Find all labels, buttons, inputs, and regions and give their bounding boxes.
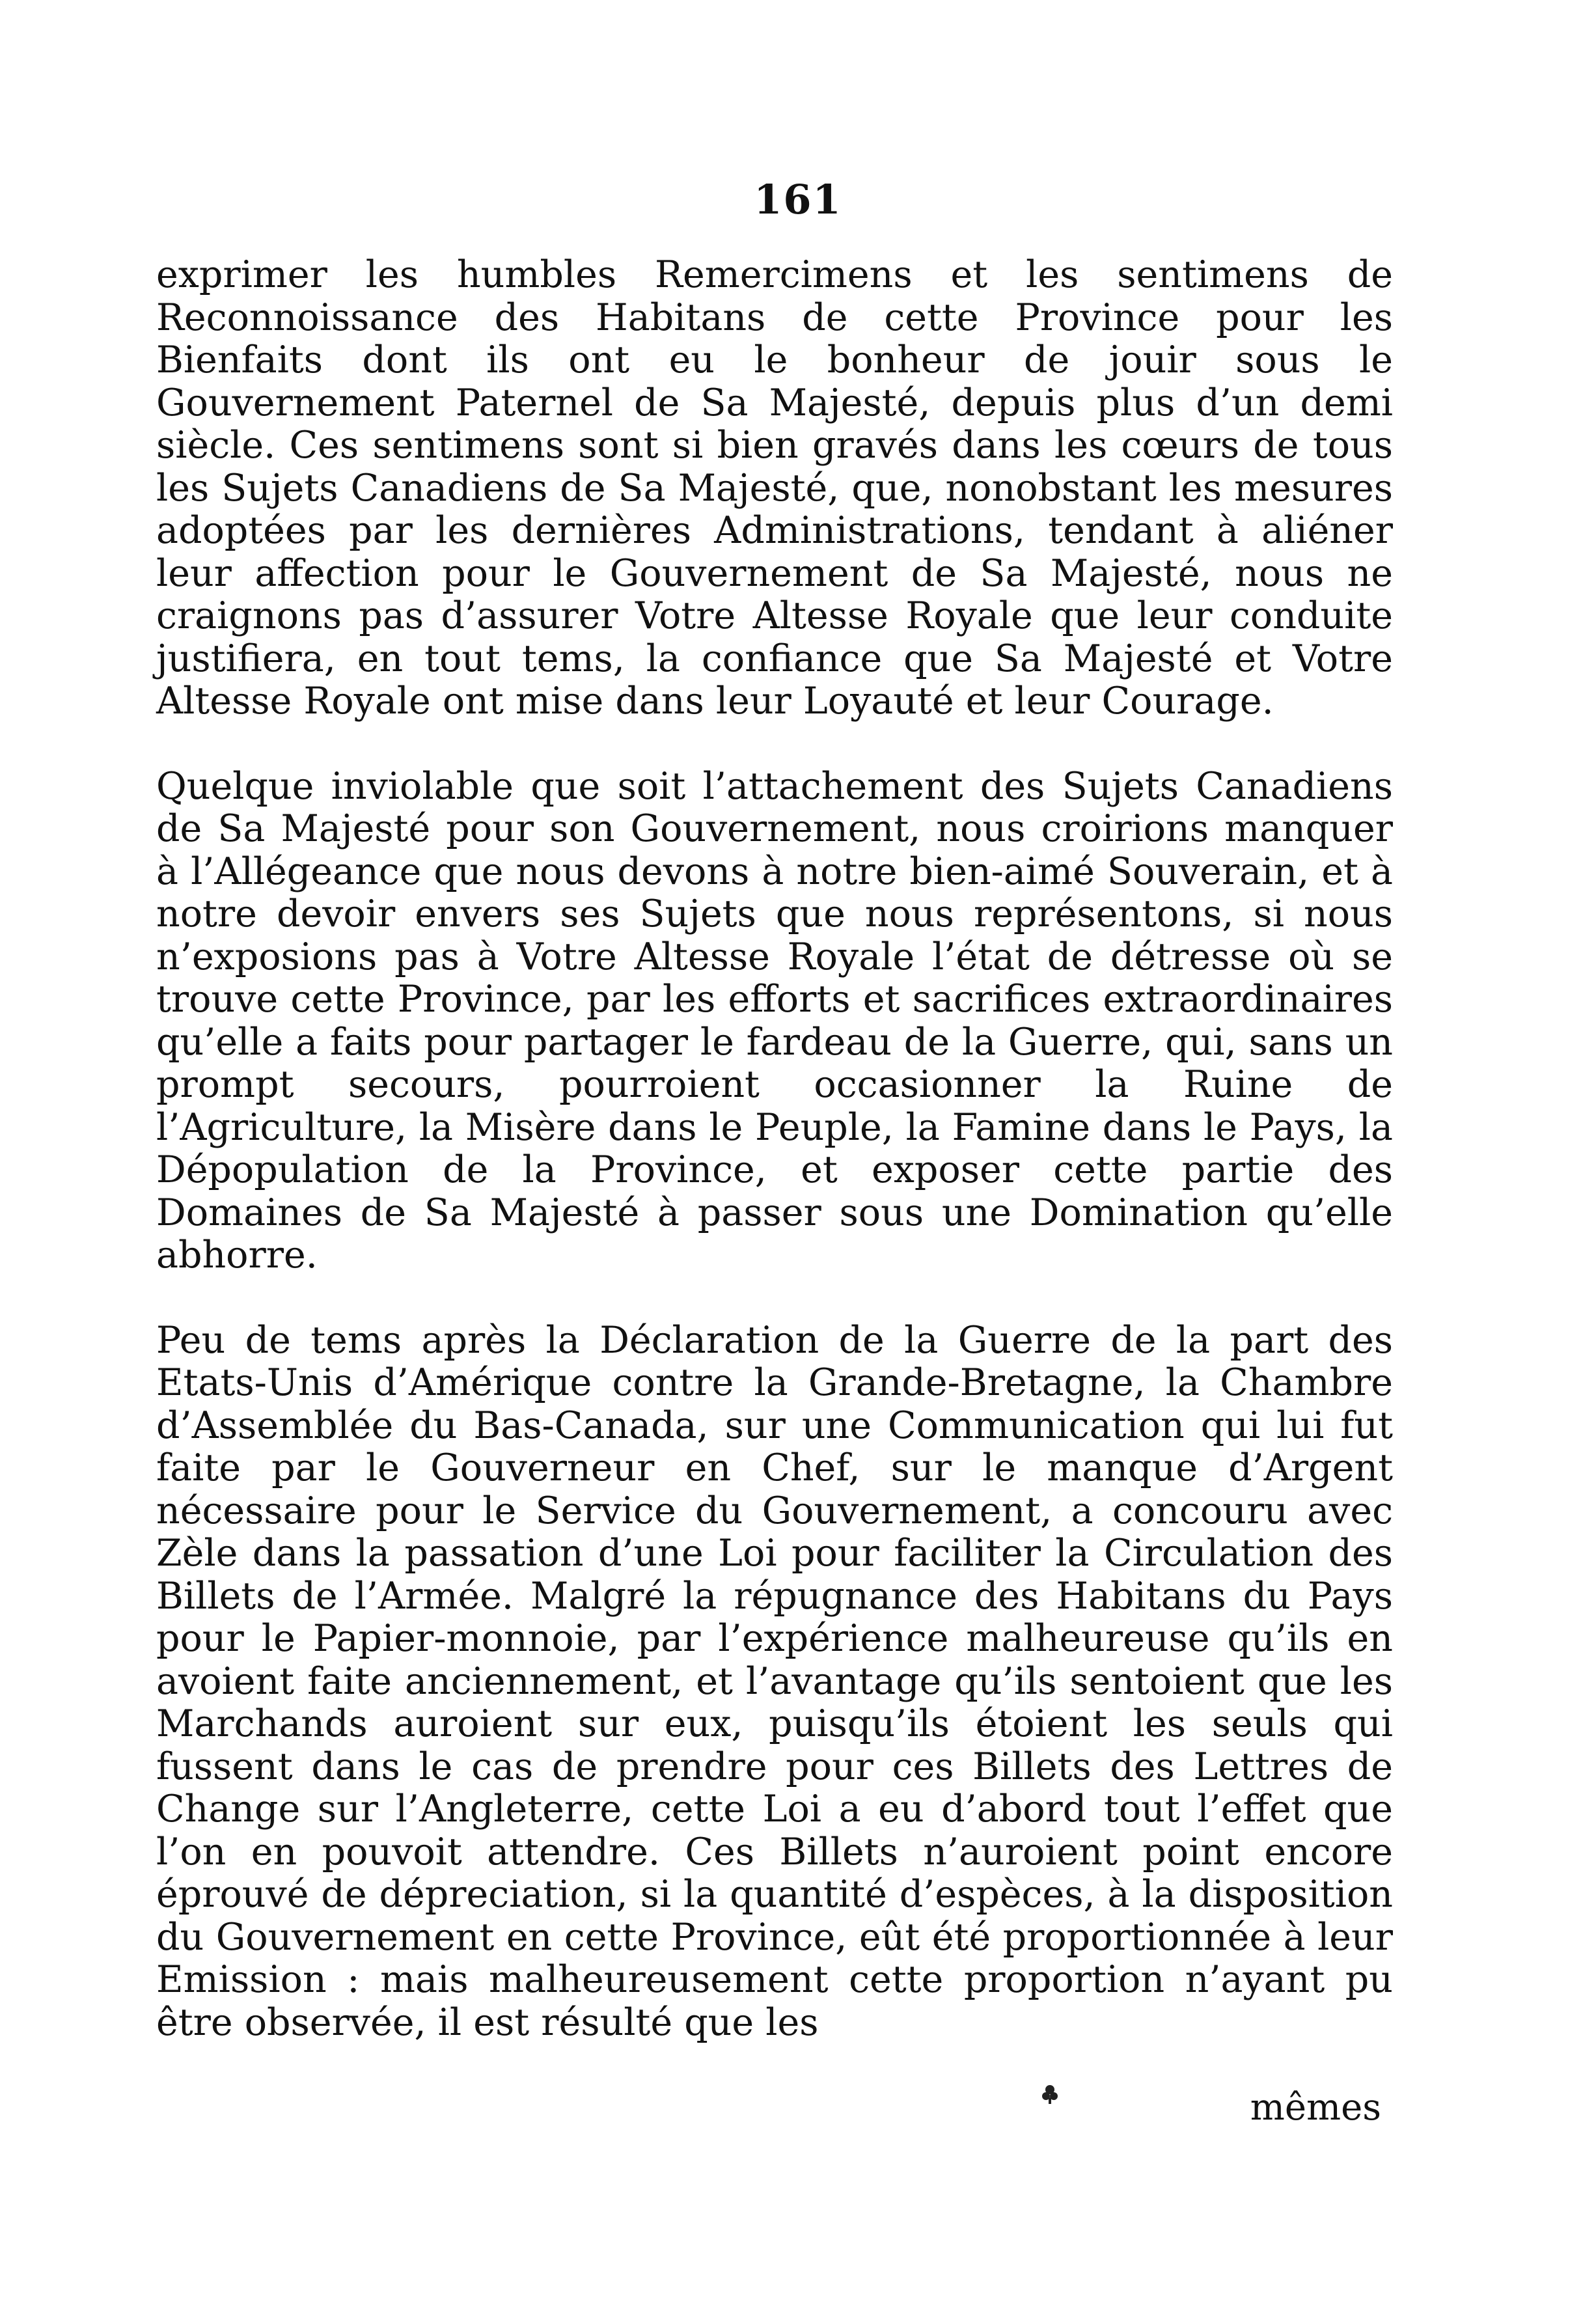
paragraph-1: exprimer les humbles Remercimens et les sentimens de Reconnoissance des Habitans de cette Province pour les Bienfaits dont ils ont eu le bonheur de jouir sous le Gouvernement Paternel de Sa Majesté, depuis plus d’un demi siècle. Ces sentimens sont si bien gravés dans les cœurs de tous les Sujets Canadiens de Sa Majesté, que, nonobstant les mesures adoptées par les dernières Administrations, tendant à aliéner leur affection pour le Gouvernement de Sa Majesté, nous ne craignons pas d’assurer Votre Altesse Royale que leur conduite justifiera, en tout tems, la confiance que Sa Majesté et Votre Altesse Royale ont mise dans leur Loyauté et leur Courage.: [156, 253, 1393, 723]
catchword: mêmes: [1250, 2086, 1381, 2129]
paragraph-3: Peu de tems après la Déclaration de la Guerre de la part des Etats-Unis d’Amérique contre la Grande-Bretagne, la Chambre d’Assemblée du Bas-Canada, sur une Communication qui lui fut faite par le Gouverneur en Chef, sur le manque d’Argent nécessaire pour le Service du Gouvernement, a concouru avec Zèle dans la passation d’une Loi pour faciliter la Circulation des Billets de l’Armée. Malgré la répugnance des Habitans du Pays pour le Papier-monnoie, par l’expérience malheureuse qu’ils en avoient faite anciennement, et l’avantage qu’ils sentoient que les Marchands auroient sur eux, puisqu’ils étoient les seuls qui fussent dans le cas de prendre pour ces Billets des Lettres de Change sur l’Angleterre, cette Loi a eu d’abord tout l’effet que l’on en pouvoit attendre. Ces Billets n’auroient point encore éprouvé de dépreciation, si la quantité d’espèces, à la disposition du Gouvernement en cette Province, eût été proportionnée à leur Emission : mais malheureusement cette proportion n’ayant pu être observée, il est résulté que les: [156, 1318, 1393, 2044]
body-text: [156, 254, 1393, 2044]
fleuron-ornament-icon: [1040, 2082, 1060, 2112]
page-number: 161: [754, 176, 842, 223]
paragraph-2: Quelque inviolable que soit l’attachement des Sujets Canadiens de Sa Majesté pour son Gouvernement, nous croirions manquer à l’Allégeance que nous devons à notre bien-aimé Souverain, et à notre devoir envers ses Sujets que nous représentons, si nous n’exposions pas à Votre Altesse Royale l’état de détresse où se trouve cette Province, par les efforts et sacrifices extraordinaires qu’elle a faits pour partager le fardeau de la Guerre, qui, sans un prompt secours, pourroient occasionner la Ruine de l’Agriculture, la Misère dans le Peuple, la Famine dans le Pays, la Dépopulation de la Province, et exposer cette partie des Domaines de Sa Majesté à passer sous une Domination qu’elle abhorre.: [156, 764, 1393, 1277]
